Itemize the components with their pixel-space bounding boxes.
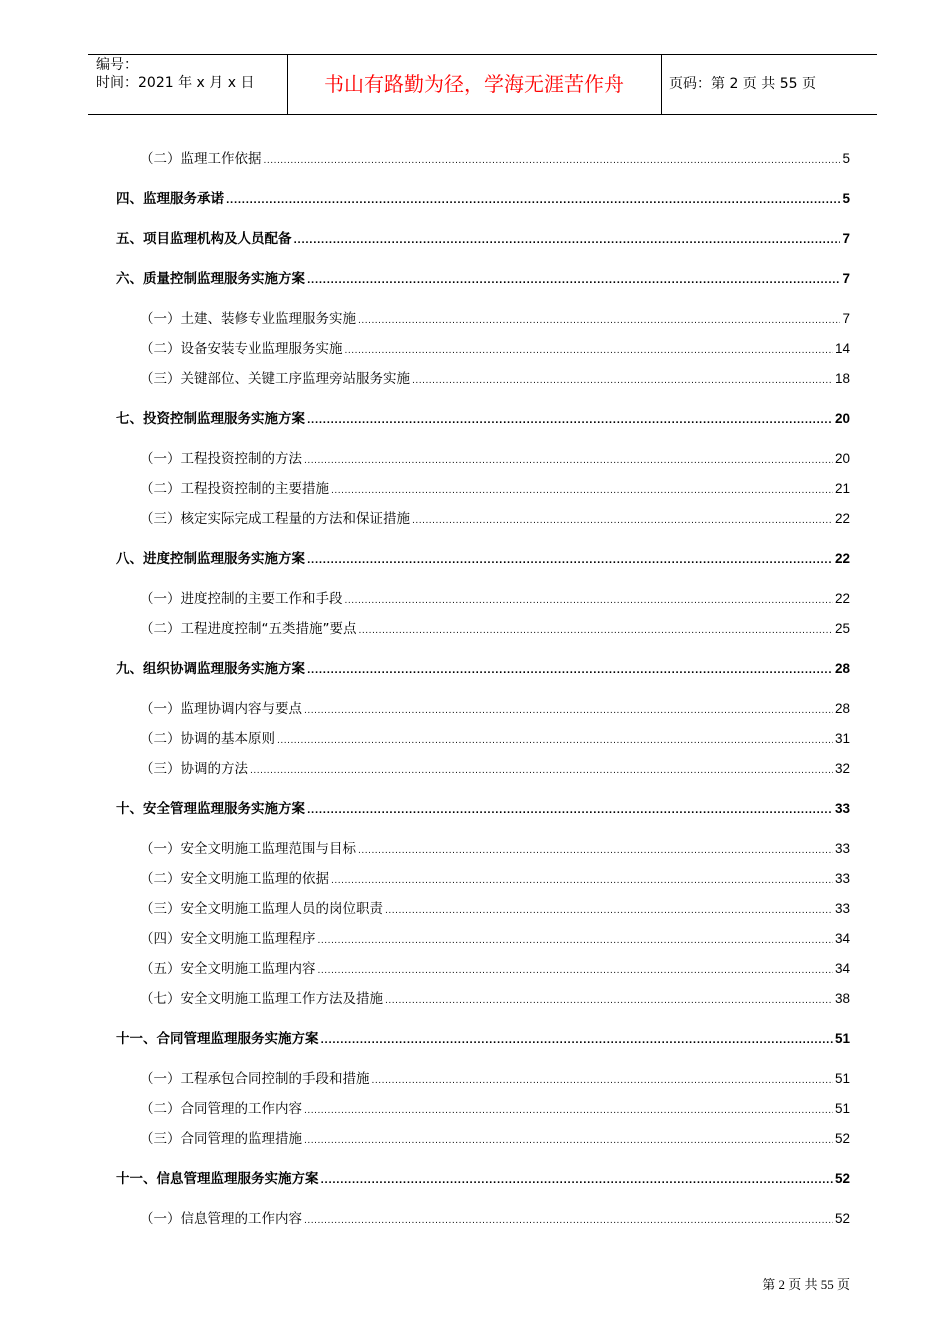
toc-entry-page: 51	[834, 1101, 850, 1116]
toc-entry[interactable]	[116, 409, 850, 429]
toc-entry-title: （一）监理协调内容与要点	[140, 701, 302, 717]
toc-dot-leader	[372, 1071, 833, 1091]
toc-dot-leader	[345, 591, 833, 611]
toc-entry-title: （一）土建、装修专业监理服务实施	[140, 311, 356, 327]
toc-dot-leader	[331, 871, 833, 891]
toc-entry-page: 33	[834, 801, 850, 816]
toc-dot-leader	[304, 1211, 833, 1231]
toc-entry[interactable]	[140, 959, 850, 979]
toc-dot-leader	[385, 991, 833, 1011]
toc-entry[interactable]	[116, 229, 850, 249]
toc-dot-leader	[321, 1171, 833, 1191]
header-bottom-rule	[88, 114, 877, 115]
toc-entry-page: 7	[842, 231, 850, 246]
toc-entry-page: 52	[834, 1171, 850, 1186]
toc-entry[interactable]	[140, 989, 850, 1009]
toc-entry-title: （二）设备安装专业监理服务实施	[140, 341, 343, 357]
toc-dot-leader	[331, 481, 833, 501]
toc-entry[interactable]	[116, 269, 850, 289]
toc-entry-title: （二）协调的基本原则	[140, 731, 275, 747]
header-top-rule	[88, 54, 877, 55]
toc-dot-leader	[307, 271, 840, 291]
toc-entry-title: （三）关键部位、关键工序监理旁站服务实施	[140, 371, 410, 387]
header-time-label: 时间：2021 年 x 月 x 日	[96, 75, 255, 91]
toc-entry-page: 28	[834, 661, 850, 676]
toc-entry[interactable]	[140, 149, 850, 169]
toc-entry-title: 十一、合同管理监理服务实施方案	[116, 1031, 319, 1047]
toc-dot-leader	[412, 511, 833, 531]
toc-entry[interactable]	[116, 189, 850, 209]
toc-entry-title: （三）安全文明施工监理人员的岗位职责	[140, 901, 383, 917]
toc-dot-leader	[345, 341, 833, 361]
toc-entry[interactable]	[140, 339, 850, 359]
toc-entry-page: 51	[834, 1031, 850, 1046]
toc-dot-leader	[318, 931, 833, 951]
toc-dot-leader	[304, 701, 833, 721]
toc-entry-title: 六、质量控制监理服务实施方案	[116, 271, 305, 287]
toc-dot-leader	[358, 841, 833, 861]
toc-dot-leader	[385, 901, 833, 921]
toc-entry[interactable]	[140, 1099, 850, 1119]
toc-dot-leader	[304, 1101, 833, 1121]
toc-entry[interactable]	[116, 1169, 850, 1189]
toc-entry[interactable]	[116, 659, 850, 679]
toc-entry[interactable]	[140, 449, 850, 469]
toc-dot-leader	[250, 761, 833, 781]
toc-entry-page: 38	[834, 991, 850, 1006]
page-footer: 第 2 页 共 55 页	[762, 1277, 850, 1292]
toc-entry[interactable]	[116, 549, 850, 569]
toc-entry[interactable]	[140, 759, 850, 779]
toc-entry-title: 十一、信息管理监理服务实施方案	[116, 1171, 319, 1187]
toc-entry[interactable]	[116, 1029, 850, 1049]
toc-entry-page: 28	[834, 701, 850, 716]
toc-dot-leader	[307, 411, 833, 431]
toc-entry[interactable]	[140, 1069, 850, 1089]
toc-entry-page: 52	[834, 1131, 850, 1146]
toc-dot-leader	[412, 371, 833, 391]
toc-entry-page: 22	[834, 511, 850, 526]
toc-entry-page: 18	[834, 371, 850, 386]
toc-entry-title: 四、监理服务承诺	[116, 191, 224, 207]
header-motto: 书山有路勤为径，学海无涯苦作舟	[324, 72, 624, 96]
header-page-label: 页码：第 2 页 共 55 页	[669, 76, 816, 92]
toc-entry-page: 51	[834, 1071, 850, 1086]
toc-entry-page: 5	[842, 151, 850, 166]
header-divider-right	[661, 54, 662, 115]
toc-dot-leader	[321, 1031, 833, 1051]
toc-entry[interactable]	[140, 589, 850, 609]
toc-entry[interactable]	[140, 839, 850, 859]
toc-entry-page: 25	[834, 621, 850, 636]
toc-entry-page: 14	[834, 341, 850, 356]
toc-entry-page: 52	[834, 1211, 850, 1226]
toc-dot-leader	[359, 621, 833, 641]
toc-entry-title: （二）合同管理的工作内容	[140, 1101, 302, 1117]
toc-dot-leader	[264, 151, 841, 171]
toc-entry-title: 九、组织协调监理服务实施方案	[116, 661, 305, 677]
toc-entry-title: 十、安全管理监理服务实施方案	[116, 801, 305, 817]
toc-entry-title: （三）合同管理的监理措施	[140, 1131, 302, 1147]
toc-entry-title: （一）信息管理的工作内容	[140, 1211, 302, 1227]
toc-entry-title: （一）工程投资控制的方法	[140, 451, 302, 467]
toc-entry-page: 7	[842, 311, 850, 326]
header-number-label: 编号：	[96, 57, 138, 73]
toc-entry[interactable]	[140, 699, 850, 719]
toc-entry-page: 34	[834, 931, 850, 946]
toc-dot-leader	[277, 731, 833, 751]
toc-entry-page: 7	[842, 271, 850, 286]
toc-entry-title: （七）安全文明施工监理工作方法及措施	[140, 991, 383, 1007]
toc-entry[interactable]	[116, 799, 850, 819]
toc-entry-title: （二）工程投资控制的主要措施	[140, 481, 329, 497]
toc-entry-page: 34	[834, 961, 850, 976]
toc-entry-page: 5	[842, 191, 850, 206]
toc-entry-page: 22	[834, 551, 850, 566]
toc-entry-page: 21	[834, 481, 850, 496]
toc-entry[interactable]	[140, 309, 850, 329]
toc-entry[interactable]	[140, 729, 850, 749]
toc-entry-page: 33	[834, 841, 850, 856]
toc-entry-page: 22	[834, 591, 850, 606]
toc-entry-title: （四）安全文明施工监理程序	[140, 931, 316, 947]
toc-entry-page: 31	[834, 731, 850, 746]
toc-entry[interactable]	[140, 899, 850, 919]
toc-entry-title: 八、进度控制监理服务实施方案	[116, 551, 305, 567]
toc-entry[interactable]	[140, 479, 850, 499]
toc-entry[interactable]	[140, 1129, 850, 1149]
toc-entry-title: 五、项目监理机构及人员配备	[116, 231, 292, 247]
toc-dot-leader	[304, 1131, 833, 1151]
toc-entry[interactable]	[140, 869, 850, 889]
toc-entry-title: （二）安全文明施工监理的依据	[140, 871, 329, 887]
toc-dot-leader	[307, 801, 833, 821]
toc-entry-title: （二）监理工作依据	[140, 151, 262, 167]
toc-dot-leader	[318, 961, 833, 981]
toc-entry-title: （五）安全文明施工监理内容	[140, 961, 316, 977]
toc-entry[interactable]	[140, 929, 850, 949]
toc-entry-page: 20	[834, 411, 850, 426]
toc-entry-page: 33	[834, 901, 850, 916]
toc-entry-page: 32	[834, 761, 850, 776]
toc-entry-title: （一）工程承包合同控制的手段和措施	[140, 1071, 370, 1087]
toc-dot-leader	[358, 311, 840, 331]
toc-entry[interactable]	[140, 369, 850, 389]
header-meta	[96, 56, 254, 92]
toc-entry-page: 20	[834, 451, 850, 466]
toc-entry-title: （二）工程进度控制“五类措施”要点	[140, 621, 357, 637]
toc-dot-leader	[307, 661, 833, 681]
toc-entry-title: （三）协调的方法	[140, 761, 248, 777]
toc-dot-leader	[304, 451, 833, 471]
toc-entry-title: （一）进度控制的主要工作和手段	[140, 591, 343, 607]
toc-entry[interactable]	[140, 619, 850, 639]
toc-entry[interactable]	[140, 509, 850, 529]
toc-entry-page: 33	[834, 871, 850, 886]
toc-dot-leader	[294, 231, 841, 251]
toc-entry-title: （三）核定实际完成工程量的方法和保证措施	[140, 511, 410, 527]
toc-dot-leader	[307, 551, 833, 571]
toc-entry[interactable]	[140, 1209, 850, 1229]
toc-entry-title: 七、投资控制监理服务实施方案	[116, 411, 305, 427]
toc-entry-title: （一）安全文明施工监理范围与目标	[140, 841, 356, 857]
toc-dot-leader	[226, 191, 840, 211]
